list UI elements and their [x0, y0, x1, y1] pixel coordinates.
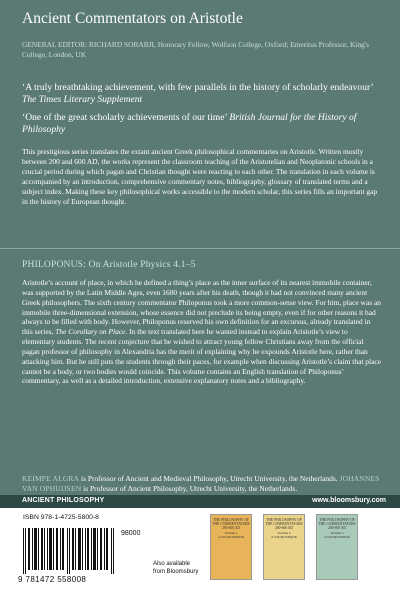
category-label: ANCIENT PHILOSOPHY — [22, 497, 105, 504]
general-editor: GENERAL EDITOR: RICHARD SORABJI, Honorary Fellow, Wolfson College, Oxford; Emeritus Professor, King's College, London, UK — [22, 40, 369, 59]
quote-text: ‘A truly breathtaking achievement, with few parallels in the history of scholarly endeavour’ — [22, 82, 374, 93]
contributor-name: JOHANNES VAN OPHUIJSEN — [22, 474, 380, 493]
book-title: THE PHILOSOPHY OF THE COMMENTATORS 200-600 AD — [318, 518, 356, 531]
barcode — [23, 528, 115, 574]
quote-text: ‘One of the great scholarly achievements of our time’ — [22, 112, 230, 123]
publisher-url[interactable]: www.bloomsbury.com — [312, 497, 386, 504]
quote-source: The Times Literary Supplement — [22, 94, 143, 105]
book-volume: Volume 2 — [277, 530, 291, 535]
book-footer: A SOURCEBOOK — [217, 534, 245, 539]
series-blurb: This prestigious series translates the extant ancient Greek philosophical commentaries on Aristotle. Written mostly between 200 and 600 AD, the works represent the classroom teaching of the Aristotelian and Neoplatonic schools in a crucial period during which pagan and Christian thought were reacting to each other. The translation in each volume is accompanied by an introduction, comprehensive commentary notes, bibliography, glossary of translated terms and a subject index. Making these key philosophical works accessible to the modern scholar, this series fills an important gap in the history of European thought. — [22, 147, 378, 206]
contributor-name: KEIMPE ALGRA — [22, 474, 80, 483]
contributor-bio: is Professor of Ancient Philosophy, Utrecht University, the Netherlands. — [81, 483, 298, 493]
also-available: Also available from Bloomsbury — [153, 561, 199, 575]
quote-source: British Journal for the History of Philosophy — [22, 112, 357, 135]
contributor-bio: is Professor of Ancient and Medieval Philosophy, Utrecht University, the Netherlands. — [79, 474, 340, 483]
book-title: THE PHILOSOPHY OF THE COMMENTATORS 200-600 AD — [212, 518, 250, 531]
book-footer: A SOURCEBOOK — [323, 534, 351, 539]
book-volume: Volume 1 — [224, 530, 238, 535]
section-divider — [0, 248, 400, 249]
contributors — [22, 474, 382, 494]
quote-bjhp — [22, 112, 382, 136]
volume-title: PHILOPONUS: On Aristotle Physics 4.1–5 — [22, 260, 196, 270]
series-title: Ancient Commentators on Aristotle — [22, 10, 243, 27]
barcode-digits: 9 781472 558008 — [18, 575, 87, 584]
book-thumbnail[interactable] — [210, 514, 252, 580]
corollary-title: The Corollary on Place — [55, 327, 126, 337]
book-thumbnail[interactable] — [316, 514, 358, 580]
book-footer: A SOURCEBOOK — [270, 534, 298, 539]
isbn: ISBN 978-1-4725-5800-8 — [23, 514, 99, 521]
book-thumbnail[interactable] — [263, 514, 305, 580]
book-title: THE PHILOSOPHY OF THE COMMENTATORS 200-600 AD — [265, 518, 303, 531]
description-part: . In the text translated here he wanted instead to explain Aristotle’s view to elementary students. The recent conjecture that he wished to attract young fellow Christians away from the official pagan professor of philosophy in Alexandria has the merit of explaining why he expounds Aristotle here, rather than attacking him. But he still puts the students through their paces, for example when discussing Aristotle’s claim that place cannot be a body, or two bodies would coincide. This volume contains an English translation of Philoponus’ commentary, as well as a detailed introduction, extensive explanatory notes and a bibliography. — [22, 327, 381, 386]
quote-times — [22, 82, 382, 106]
volume-description — [22, 278, 382, 386]
price-code: 98000 — [121, 530, 141, 537]
description-part: Aristotle’s account of place, in which he defined a thing’s place as the inner surface of its nearest immobile container, was supported by the Latin Middle Ages, even 1600 years after his death, though it had not convinced many ancient Greek philosophers. The sixth century commentator Philoponus took a more common-sense view. For him, place was an immobile three-dimensional extension, whose essence did not preclude its being empty, even if for other reasons it had always to be filled with body. However, Philoponus reserved his own definition for an excursus, already translated in this series, — [22, 278, 381, 337]
book-volume: Volume 3 — [330, 530, 344, 535]
